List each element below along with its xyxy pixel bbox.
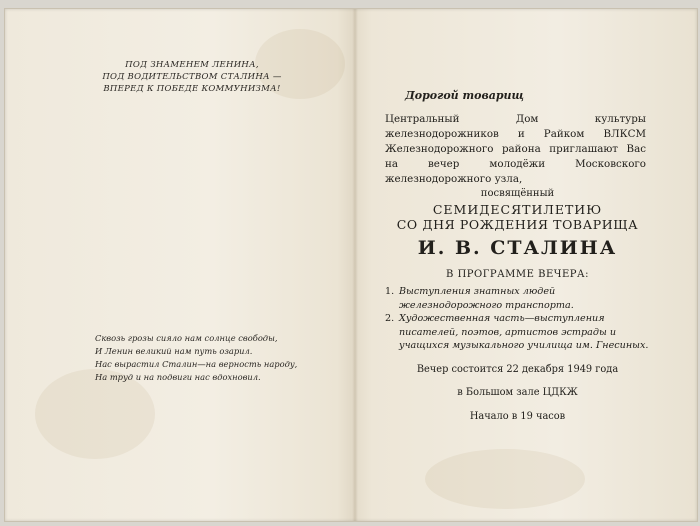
program-item-text: Выступления знатных людей железнодорожного транспорта.: [399, 286, 574, 311]
poem: [95, 332, 335, 384]
program-item-text: Художественная часть—выступления писателей, поэтов, артистов эстрады и учащихся музыкального училища им. Гнесиных.: [399, 313, 649, 351]
poem-line: Нас вырастил Сталин—на верность народу,: [95, 359, 298, 369]
heading-line-2: СО ДНЯ РОЖДЕНИЯ ТОВАРИЩА: [396, 217, 639, 232]
poem-line: И Ленин великий нам путь озарил.: [95, 346, 253, 356]
program-title: В ПРОГРАММЕ ВЕЧЕРА:: [446, 269, 589, 280]
motto-line: ПОД ЗНАМЕНЕМ ЛЕНИНА,: [125, 60, 259, 70]
event-place: в Большом зале ЦДКЖ: [457, 386, 578, 398]
program-item-number: 1.: [385, 286, 395, 297]
motto-line: ПОД ВОДИТЕЛЬСТВОМ СТАЛИНА —: [102, 72, 282, 82]
invitation-text: [385, 89, 650, 422]
program-item-number: 2.: [385, 313, 395, 324]
invitation-intro: Центральный Дом культуры железнодорожников и Райком ВЛКСМ Железнодорожного района приглашают Вас на вечер молодёжи Московского железнодорожного узла,: [385, 113, 646, 185]
event-date: Вечер состоится 22 декабря 1949 года: [416, 363, 619, 375]
program-item: [385, 285, 650, 312]
invitation-sheet: [4, 8, 698, 522]
heading-line-1: СЕМИДЕСЯТИЛЕТИЮ: [432, 202, 603, 217]
greeting: Дорогой товарищ: [405, 89, 524, 102]
motto: [97, 59, 287, 95]
program-list: [385, 285, 650, 353]
honoree-name: И. В. СТАЛИНА: [417, 237, 618, 259]
poem-line: На труд и на подвиги нас вдохновил.: [95, 372, 261, 382]
paper-stain: [425, 449, 585, 509]
poem-line: Сквозь грозы сияло нам солнце свободы,: [95, 333, 278, 343]
dedication: посвящённый: [480, 188, 555, 199]
program-item: [385, 312, 650, 353]
event-time: Начало в 19 часов: [469, 410, 566, 422]
motto-line: ВПЕРЕД К ПОБЕДЕ КОММУНИЗМА!: [103, 84, 281, 94]
center-fold: [352, 9, 358, 521]
